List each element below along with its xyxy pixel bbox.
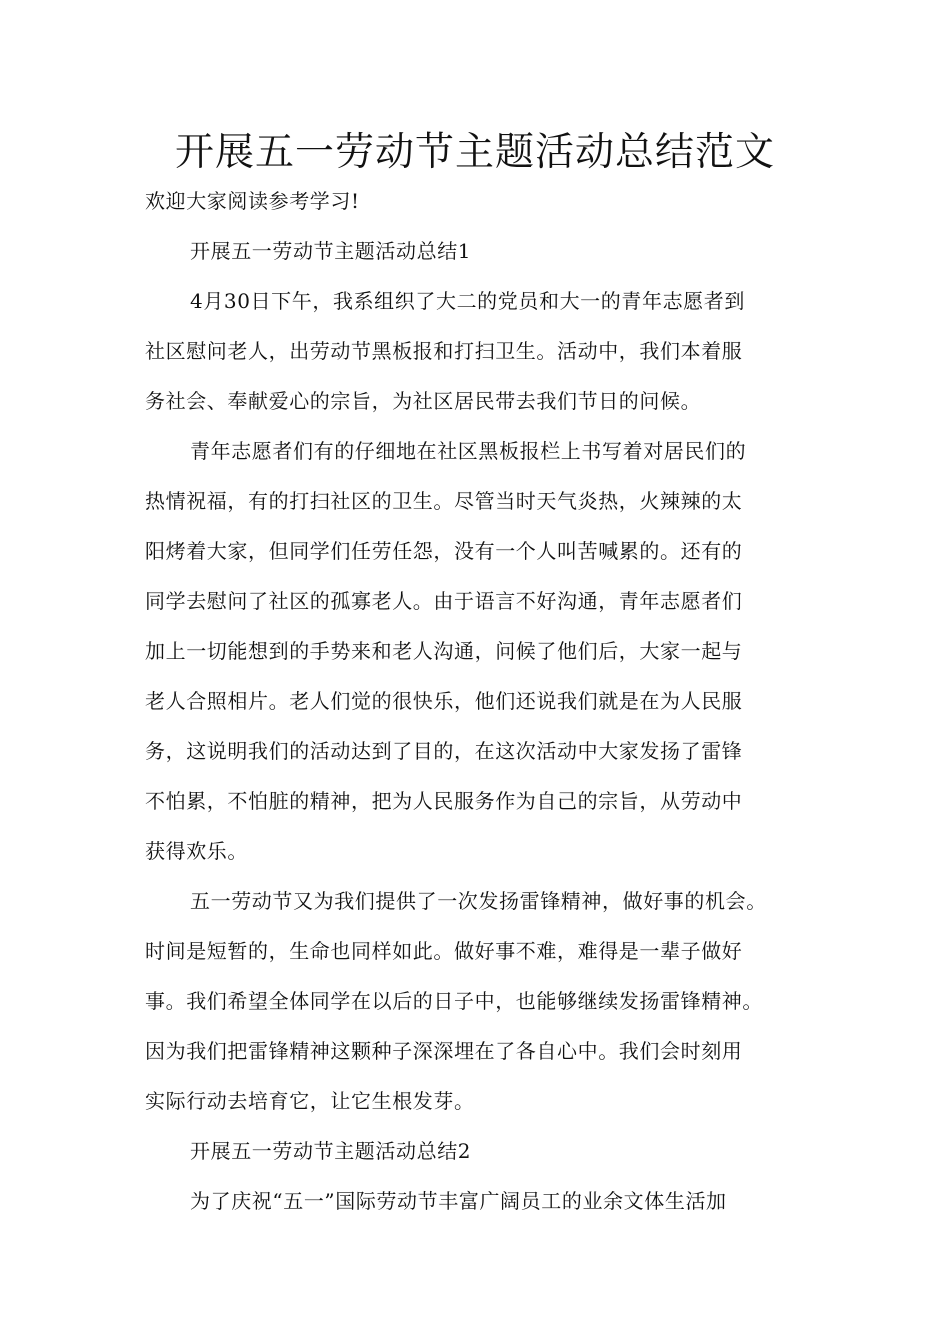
paragraph-line: 为了庆祝“五一”国际劳动节丰富广阔员工的业余文体生活加 [190, 1189, 727, 1213]
paragraph-line: 加上一切能想到的手势来和老人沟通，问候了他们后，大家一起与 [145, 639, 743, 663]
paragraph-line: 务社会、奉献爱心的宗旨，为社区居民带去我们节日的问候。 [145, 389, 702, 413]
paragraph-line: 时间是短暂的，生命也同样如此。做好事不难，难得是一辈子做好 [145, 939, 743, 963]
paragraph-line: 因为我们把雷锋精神这颗种子深深埋在了各自心中。我们会时刻用 [145, 1039, 743, 1063]
paragraph-line: 不怕累，不怕脏的精神，把为人民服务作为自己的宗旨，从劳动中 [145, 789, 743, 813]
paragraph-line: 热情祝福，有的打扫社区的卫生。尽管当时天气炎热，火辣辣的太 [145, 489, 743, 513]
document-title: 开展五一劳动节主题活动总结范文 [174, 130, 775, 175]
paragraph-line: 获得欢乐。 [145, 839, 248, 863]
paragraph-line: 事。我们希望全体同学在以后的日子中，也能够继续发扬雷锋精神。 [145, 989, 763, 1013]
paragraph-line: 五一劳动节又为我们提供了一次发扬雷锋精神，做好事的机会。 [190, 889, 767, 913]
paragraph-line: 社区慰问老人，出劳动节黑板报和打扫卫生。活动中，我们本着服 [145, 339, 743, 363]
paragraph-line: 同学去慰问了社区的孤寡老人。由于语言不好沟通，青年志愿者们 [145, 589, 743, 613]
paragraph-line: 老人合照相片。老人们觉的很快乐，他们还说我们就是在为人民服 [145, 689, 743, 713]
paragraph-line: 实际行动去培育它，让它生根发芽。 [145, 1089, 475, 1113]
section-heading-2: 开展五一劳动节主题活动总结2 [190, 1139, 472, 1163]
paragraph-line: 4月30日下午，我系组织了大二的党员和大一的青年志愿者到 [190, 289, 745, 313]
paragraph-line: 阳烤着大家，但同学们任劳任怨，没有一个人叫苦喊累的。还有的 [145, 539, 743, 563]
paragraph-line: 务，这说明我们的活动达到了目的，在这次活动中大家发扬了雷锋 [145, 739, 743, 763]
paragraph-line: 青年志愿者们有的仔细地在社区黑板报栏上书写着对居民们的 [190, 439, 747, 463]
intro-line: 欢迎大家阅读参考学习! [145, 189, 360, 213]
section-heading-1: 开展五一劳动节主题活动总结1 [190, 239, 472, 263]
